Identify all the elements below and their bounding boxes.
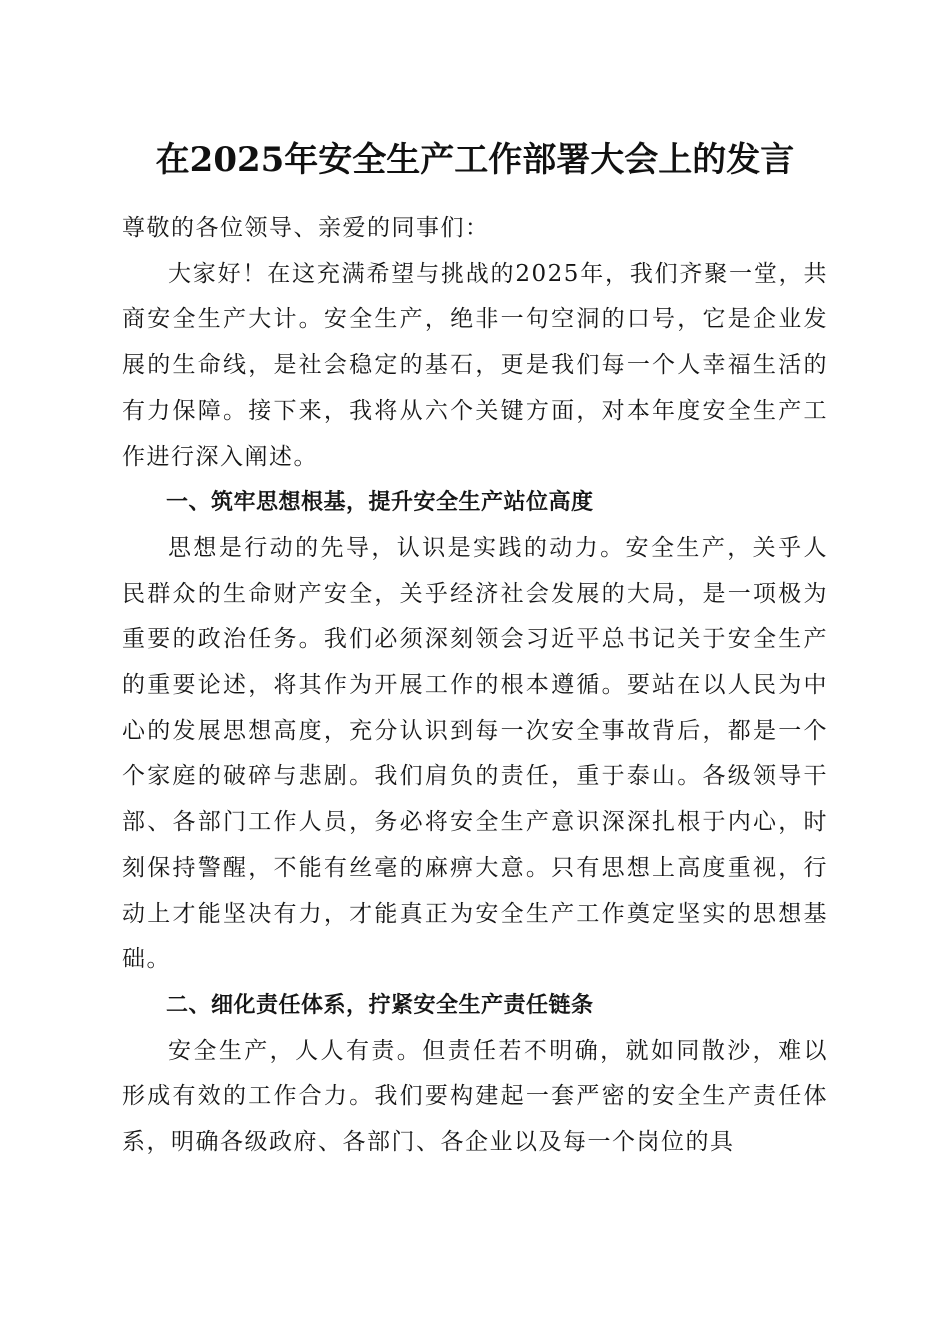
document-title: 在2025年安全生产工作部署大会上的发言 xyxy=(155,140,795,180)
intro-paragraph: 大家好！在这充满希望与挑战的2025年，我们齐聚一堂，共商安全生产大计。安全生产，绝非一句空洞的口号，它是企业发展的生命线，是社会稳定的基石，更是我们每一个人幸福生活的有力保障。接下来，我将从六个关键方面，对本年度安全生产工作进行深入阐述。 xyxy=(122,260,828,470)
section-2-heading: 二、细化责任体系，拧紧安全生产责任链条 xyxy=(166,992,594,1018)
section-1-heading: 一、筑牢思想根基，提升安全生产站位高度 xyxy=(166,490,594,516)
section-1-paragraph: 思想是行动的先导，认识是实践的动力。安全生产，关乎人民群众的生命财产安全，关乎经济社会发展的大局，是一项极为重要的政治任务。我们必须深刻领会习近平总书记关于安全生产的重要论述，将其作为开展工作的根本遵循。要站在以人民为中心的发展思想高度，充分认识到每一次安全事故背后，都是一个个家庭的破碎与悲剧。我们肩负的责任，重于泰山。各级领导干部、各部门工作人员，务必将安全生产意识深深扎根于内心，时刻保持警醒，不能有丝毫的麻痹大意。只有思想上高度重视，行动上才能坚决有力，才能真正为安全生产工作奠定坚实的思想基础。 xyxy=(122,534,828,973)
document-body xyxy=(122,206,828,1166)
salutation: 尊敬的各位领导、亲爱的同事们： xyxy=(122,215,490,241)
section-2-paragraph: 安全生产，人人有责。但责任若不明确，就如同散沙，难以形成有效的工作合力。我们要构建起一套严密的安全生产责任体系，明确各级政府、各部门、各企业以及每一个岗位的具 xyxy=(122,1037,828,1156)
